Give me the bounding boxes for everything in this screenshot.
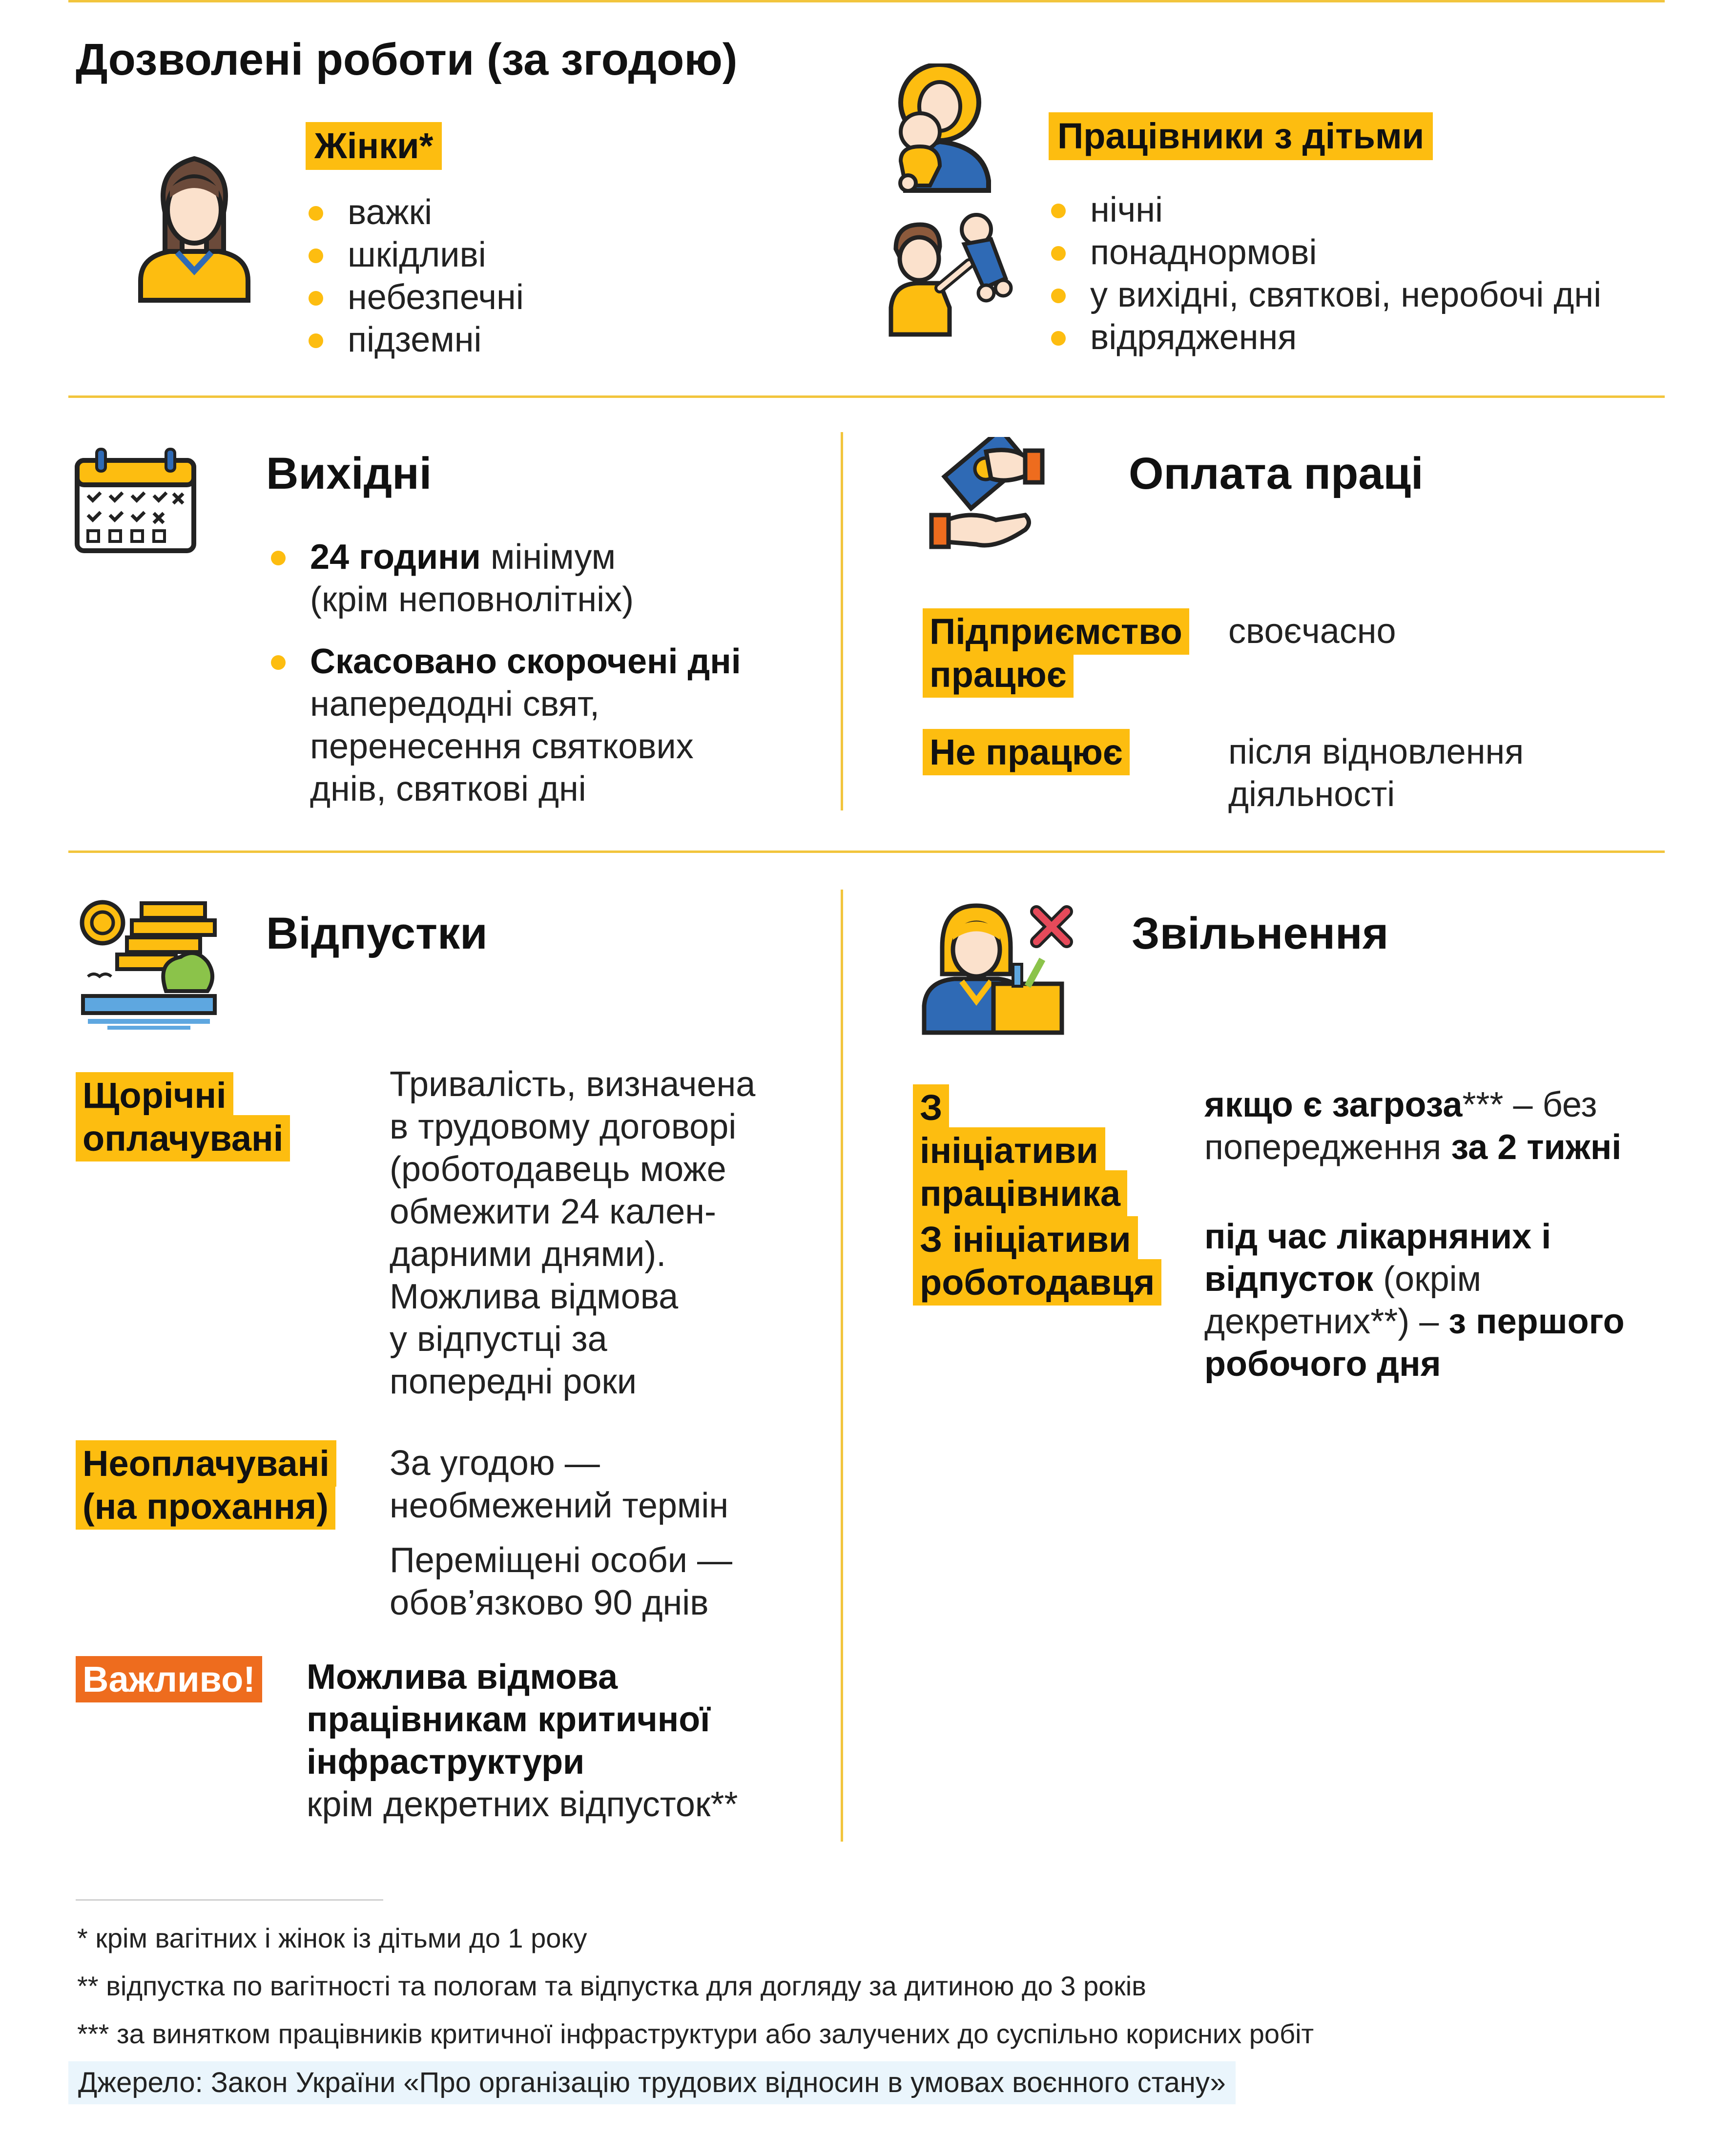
pay-row2-label: Не працює xyxy=(923,731,1130,774)
father-child-icon xyxy=(886,210,1018,337)
list-item: важкі xyxy=(309,191,524,234)
vacation-title: Відпустки xyxy=(266,909,488,958)
employer-text: під час лікарняних і відпусток (окрім декретних**) – з першого робочого дня xyxy=(1204,1217,1625,1384)
pay-row2-value: після відновлення діяльності xyxy=(1228,732,1524,814)
list-item: Скасовано скорочені дні напередодні свят, перенесення святкових днів, святкові дні xyxy=(271,641,741,810)
list-item: підземні xyxy=(309,319,524,361)
unpaid-label: Неоплачувані (на прохання) xyxy=(76,1442,349,1528)
list-item: небезпечні xyxy=(309,276,524,319)
divider-1 xyxy=(68,395,1665,398)
pay-row1-label: Підприємство працює xyxy=(923,610,1196,696)
vertical-divider-2 xyxy=(841,890,843,1842)
mother-child-icon xyxy=(886,63,998,195)
pay-title: Оплата праці xyxy=(1129,449,1424,498)
parents-label: Працівники з дітьми xyxy=(1049,112,1433,160)
list-item: відрядження xyxy=(1051,316,1601,359)
divider-2 xyxy=(68,850,1665,853)
important-text: Можлива відмова працівникам критичної інфраструктури крім декретних відпусток** xyxy=(307,1658,738,1824)
unpaid-text-a: За угодою — необмежений термін xyxy=(390,1444,729,1525)
women-label: Жінки* xyxy=(306,122,442,170)
beach-vacation-icon xyxy=(78,893,217,1033)
footnote-3: *** за винятком працівників критичної інфраструктури або залучених до суспільно корисних робіт xyxy=(77,2018,1314,2049)
unpaid-text-b: Переміщені особи — обов’язково 90 днів xyxy=(390,1541,732,1622)
women-list xyxy=(309,191,524,361)
money-hands-icon xyxy=(928,437,1050,559)
allowed-work-title: Дозволені роботи (за згодою) xyxy=(76,35,738,84)
woman-icon xyxy=(136,149,253,305)
annual-label: Щорічні оплачувані xyxy=(76,1074,339,1160)
annual-text: Тривалість, визначена в трудовому договорі (роботодавець може обмежити 24 кален- дарними днями). Можлива відмова у відпустці за попередні роки xyxy=(390,1065,756,1401)
list-item: 24 години мінімум (крім неповнолітніх) xyxy=(271,536,741,621)
footnote-1: * крім вагітних і жінок із дітьми до 1 року xyxy=(77,1923,587,1953)
days-off-list xyxy=(271,536,741,810)
calendar-icon xyxy=(73,447,198,554)
list-item: нічні xyxy=(1051,189,1601,231)
list-item: у вихідні, святкові, неробочі дні xyxy=(1051,274,1601,316)
vertical-divider-1 xyxy=(841,432,843,810)
footnote-2: ** відпустка по вагітності та пологам та відпустка для догляду за дитиною до 3 років xyxy=(77,1970,1146,2001)
dismissed-worker-icon xyxy=(920,901,1081,1037)
parents-list xyxy=(1051,189,1601,359)
dismissal-title: Звільнення xyxy=(1132,909,1389,958)
footnote-divider xyxy=(76,1899,383,1901)
list-item: понаднормові xyxy=(1051,231,1601,274)
employee-label: З ініціативи працівника xyxy=(913,1086,1123,1215)
top-divider xyxy=(68,0,1665,2)
employee-text: якщо є загроза*** – без попередження за 2 тижні xyxy=(1204,1085,1622,1167)
pay-row1-value: своєчасно xyxy=(1228,612,1396,651)
days-off-title: Вихідні xyxy=(266,449,432,498)
source-note: Джерело: Закон України «Про організацію трудових відносин в умовах воєнного стану» xyxy=(68,2061,1236,2104)
list-item: шкідливі xyxy=(309,234,524,276)
important-badge: Важливо! xyxy=(76,1658,262,1701)
employer-label: З ініціативи роботодавця xyxy=(913,1218,1167,1304)
